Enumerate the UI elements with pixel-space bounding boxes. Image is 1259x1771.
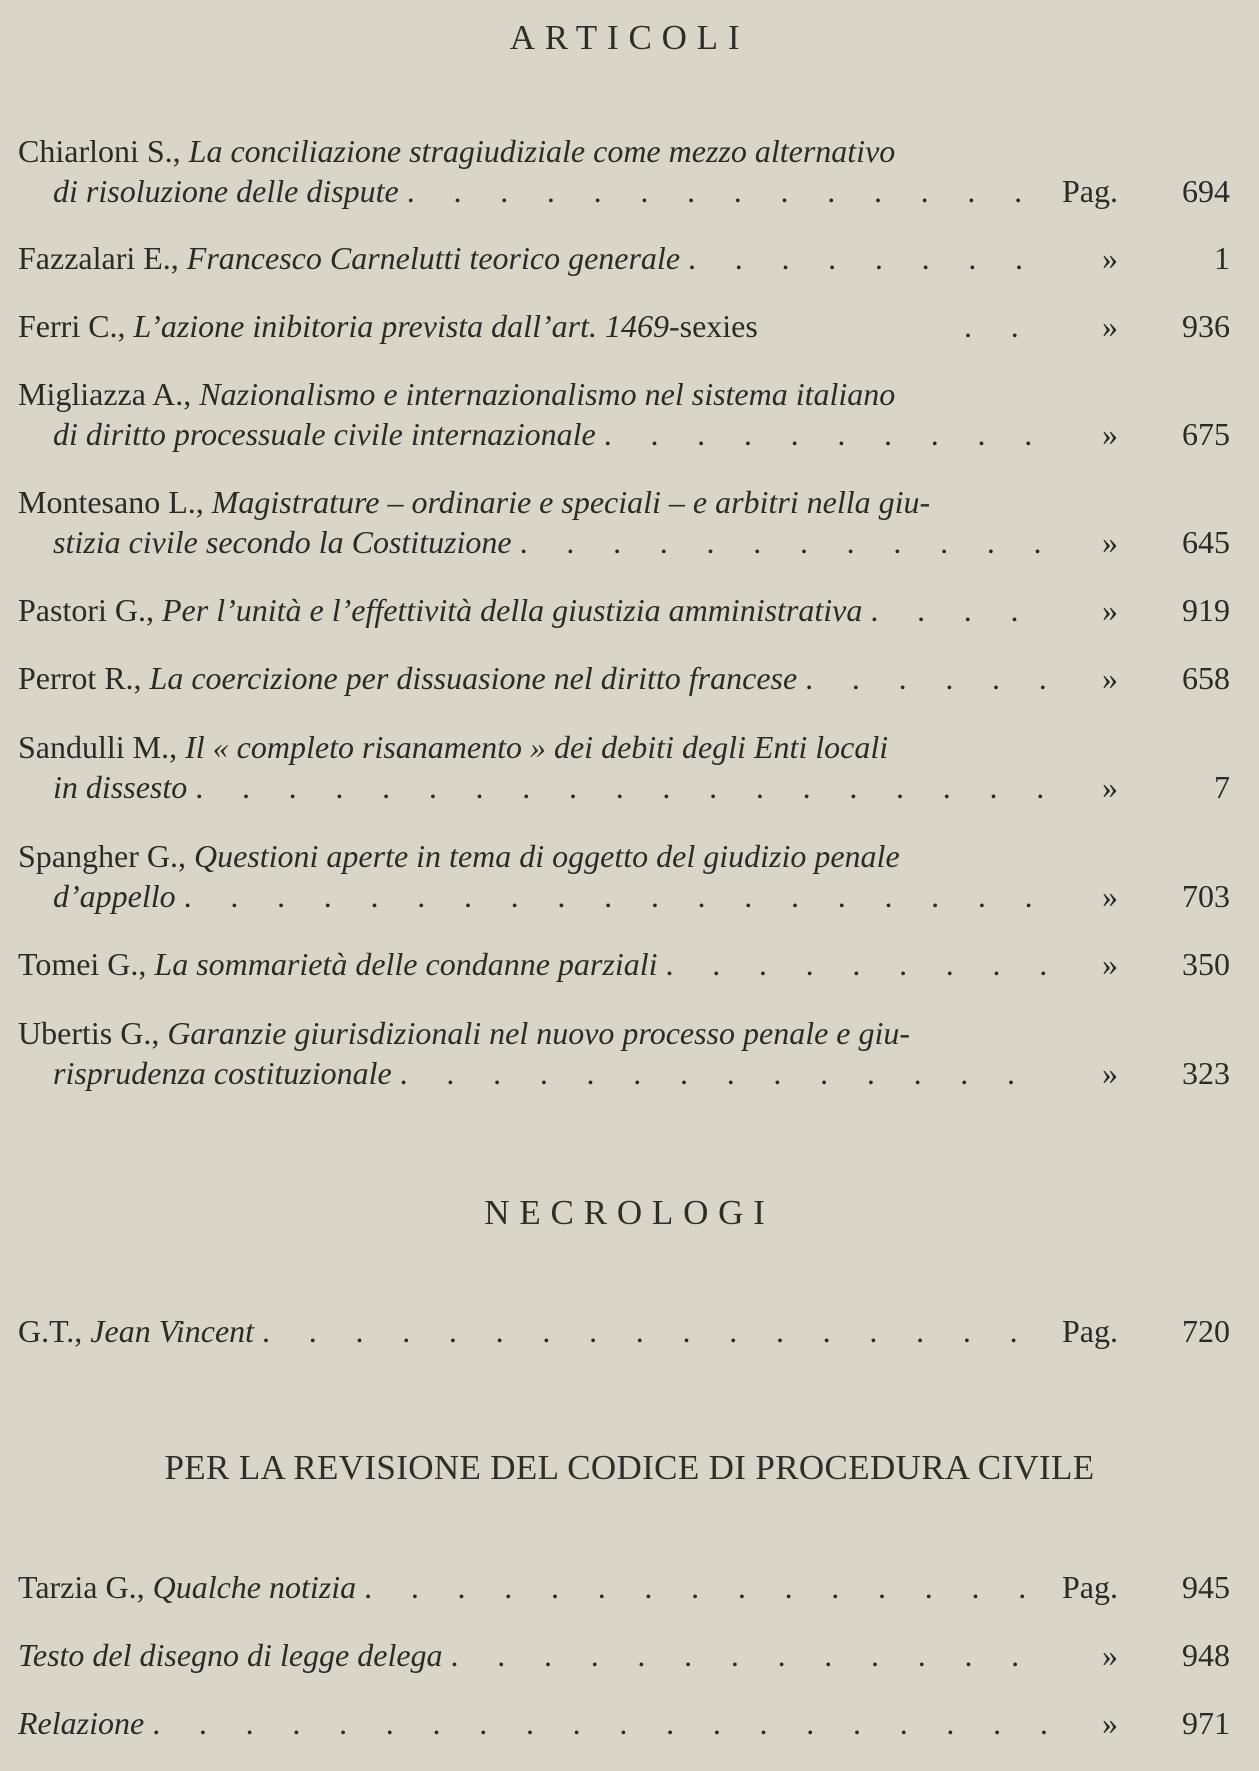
page-ref-label: » xyxy=(1102,416,1118,452)
toc-entry-gt xyxy=(18,1311,1230,1351)
dot-leader xyxy=(364,1567,1050,1607)
toc-entry-tarzia xyxy=(18,1567,1230,1607)
page-number: 936 xyxy=(1182,308,1230,344)
entry-title: La conciliazione stragiudiziale come mezzo alternativo xyxy=(188,133,896,169)
entry-title: La coercizione per dissuasione nel diritto francese xyxy=(149,660,798,696)
entry-author: Perrot R., xyxy=(18,660,142,696)
toc-entry-ubertis xyxy=(18,1013,1230,1093)
toc-entry-testo-disegno xyxy=(18,1635,1230,1675)
entry-title-continued: d’appello xyxy=(53,878,176,914)
entry-author: Fazzalari E., xyxy=(18,240,179,276)
entry-author: Migliazza A., xyxy=(18,376,192,412)
page-ref-label: » xyxy=(1102,769,1118,805)
entry-author: Ferri C., xyxy=(18,308,126,344)
entry-title-continued: di risoluzione delle dispute xyxy=(53,173,399,209)
entry-author: Montesano L., xyxy=(18,484,204,520)
entry-title: L’azione inibitoria prevista dall’art. 1469- xyxy=(133,308,680,344)
entry-title-continued: risprudenza costituzionale xyxy=(53,1055,392,1091)
dot-leader xyxy=(152,1703,1050,1743)
page-number: 694 xyxy=(1182,173,1230,209)
toc-entry-chiarloni xyxy=(18,131,1230,211)
page-ref-label: » xyxy=(1102,1055,1118,1091)
toc-entry-migliazza xyxy=(18,374,1230,454)
page-number: 645 xyxy=(1182,524,1230,560)
entry-title: Jean Vincent xyxy=(90,1313,255,1349)
entry-title: Testo del disegno di legge delega xyxy=(18,1637,443,1673)
dot-leader xyxy=(520,522,1050,562)
page-number: 720 xyxy=(1182,1313,1230,1349)
page-number: 350 xyxy=(1182,946,1230,982)
entry-title: La sommarietà delle condanne parziali xyxy=(154,946,658,982)
toc-entry-tomei xyxy=(18,944,1230,984)
page-ref-label: Pag. xyxy=(1062,1313,1118,1349)
page-ref-label: » xyxy=(1102,524,1118,560)
section-heading-articoli: ARTICOLI xyxy=(509,18,750,57)
toc-entry-sandulli xyxy=(18,727,1230,807)
page-number: 948 xyxy=(1182,1637,1230,1673)
dot-leader xyxy=(195,767,1050,807)
entry-title-continued: di diritto processuale civile internazionale xyxy=(53,416,596,452)
section-heading-revisione: PER LA REVISIONE DEL CODICE DI PROCEDURA CIVILE xyxy=(164,1448,1095,1487)
entry-author: Chiarloni S., xyxy=(18,133,181,169)
entry-author: Tomei G., xyxy=(18,946,147,982)
page-number: 1 xyxy=(1214,240,1230,276)
dot-leader xyxy=(262,1311,1050,1351)
page-number: 945 xyxy=(1182,1569,1230,1605)
page-number: 7 xyxy=(1214,769,1230,805)
entry-author: Sandulli M., xyxy=(18,729,178,765)
page-number: 323 xyxy=(1182,1055,1230,1091)
entry-title-continued: stizia civile secondo la Costituzione xyxy=(53,524,512,560)
entry-title-upright: sexies xyxy=(679,308,758,344)
entry-title: Questioni aperte in tema di oggetto del giudizio penale xyxy=(193,838,900,874)
page-number: 971 xyxy=(1182,1705,1230,1741)
toc-entry-spangher xyxy=(18,836,1230,916)
entry-title: Il « completo risanamento » dei debiti degli Enti locali xyxy=(185,729,889,765)
toc-entry-montesano xyxy=(18,482,1230,562)
page-number: 658 xyxy=(1182,660,1230,696)
page-ref-label: » xyxy=(1102,308,1118,344)
entry-author: G.T., xyxy=(18,1313,83,1349)
entry-title: Magistrature – ordinarie e speciali – e arbitri nella giu- xyxy=(211,484,931,520)
dot-leader xyxy=(665,944,1050,984)
page-ref-label: » xyxy=(1102,660,1118,696)
entry-author: Pastori G., xyxy=(18,592,154,628)
page-ref-label: » xyxy=(1102,1637,1118,1673)
toc-entry-pastori xyxy=(18,590,1230,630)
page-ref-label: Pag. xyxy=(1062,173,1118,209)
page-ref-label: » xyxy=(1102,240,1118,276)
page-ref-label: » xyxy=(1102,878,1118,914)
page-number: 919 xyxy=(1182,592,1230,628)
page-ref-label: Pag. xyxy=(1062,1569,1118,1605)
toc-entry-fazzalari xyxy=(18,238,1230,278)
entry-author: Tarzia G., xyxy=(18,1569,145,1605)
page-ref-label: » xyxy=(1102,946,1118,982)
dot-leader xyxy=(688,238,1050,278)
dot-leader xyxy=(805,658,1050,698)
toc-entry-perrot xyxy=(18,658,1230,698)
section-heading-necrologi: NECROLOGI xyxy=(484,1193,775,1232)
page-ref-label: » xyxy=(1102,1705,1118,1741)
entry-title: Relazione xyxy=(18,1705,145,1741)
dot-leader xyxy=(400,1053,1050,1093)
entry-title-continued: in dissesto xyxy=(53,769,188,805)
toc-entry-ferri xyxy=(18,306,1230,346)
dot-leader xyxy=(184,876,1050,916)
entry-title: Nazionalismo e internazionalismo nel sistema italiano xyxy=(199,376,896,412)
entry-title: Garanzie giurisdizionali nel nuovo processo penale e giu- xyxy=(167,1015,911,1051)
entry-title: Per l’unità e l’effettività della giustizia amministrativa xyxy=(162,592,863,628)
dot-leader xyxy=(407,171,1050,211)
entry-title: Francesco Carnelutti teorico generale xyxy=(186,240,681,276)
toc-entry-relazione xyxy=(18,1703,1230,1743)
page-number: 703 xyxy=(1182,878,1230,914)
entry-title: Qualche notizia xyxy=(152,1569,357,1605)
entry-author: Spangher G., xyxy=(18,838,186,874)
entry-author: Ubertis G., xyxy=(18,1015,160,1051)
dot-leader xyxy=(870,590,1050,630)
dot-leader xyxy=(451,1635,1050,1675)
page-number: 675 xyxy=(1182,416,1230,452)
dot-leader xyxy=(964,306,1050,346)
dot-leader xyxy=(604,414,1050,454)
page-ref-label: » xyxy=(1102,592,1118,628)
